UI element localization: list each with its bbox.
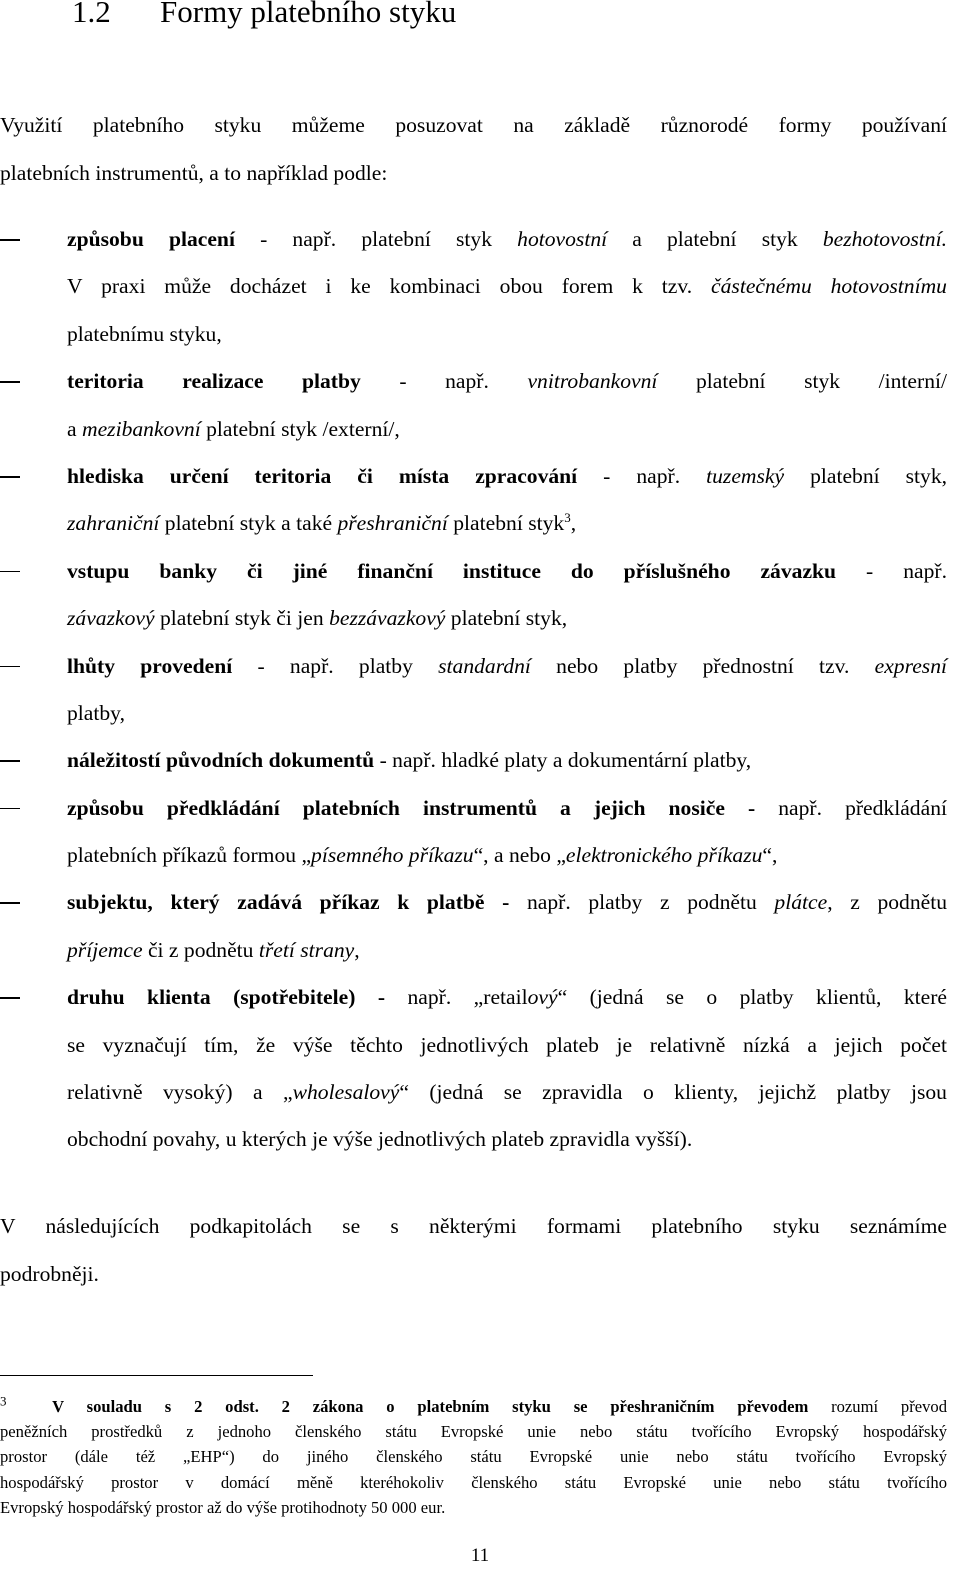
text-line: způsobu placení - např. platební styk hotovostní a platební styk bezhotovostní. [67,227,947,251]
dash-bullet-icon [0,760,20,762]
text-line: hospodářský prostor v domácí měně kteréhokoliv členského státu Evropské unie nebo státu tvořícího [0,1472,947,1492]
text-line: peněžních prostředků z jednoho členského státu Evropské unie nebo státu tvořícího Evropský hospodářský [0,1422,947,1442]
footnote-mark: 3 [0,1393,7,1409]
dash-bullet-icon [0,902,20,904]
closing-line: podrobněji. [0,1262,99,1286]
closing-line: V následujících podkapitolách se s některými formami platebního styku seznámíme [0,1214,947,1238]
list-item [0,216,947,358]
text-line: platebnímu styku, [67,321,222,346]
list-item [0,453,947,548]
text-line: příjemce či z podnětu třetí strany, [67,937,360,962]
section-number: 1.2 [72,0,111,29]
text-line: hlediska určení teritoria či místa zpracování - např. tuzemský platební styk, [67,463,948,488]
list-item [0,358,947,453]
text-line: obchodní povahy, u kterých je výše jednotlivých plateb zpravidla vyšší). [67,1127,693,1152]
text-line: platebních příkazů formou „písemného příkazu“, a nebo „elektronického příkazu“, [67,843,778,868]
text-line: zahraniční platební styk a také přeshraniční platební styk$^3$, [67,510,577,536]
text-line: $^3$ V souladu s 2 odst. 2 zákona o platebním styku se přeshraničním převodem rozumí převod [0,1393,948,1416]
list-item [0,737,947,784]
text-line: závazkový platební styk či jen bezzávazkový platební styk, [67,606,568,631]
text-line: V praxi může docházet i ke kombinaci obou forem k tzv. částečnému hotovostnímu [67,274,947,299]
text-line: se vyznačují tím, že výše těchto jednotlivých plateb je relativně nízká a jejich počet [67,1032,947,1057]
dash-bullet-icon [0,808,20,810]
list-item [0,785,947,880]
list-item [0,879,947,974]
list-item [0,974,947,1164]
footnote-separator [0,1375,313,1376]
page-number: 11 [470,1545,490,1566]
dash-bullet-icon [0,571,20,573]
dash-bullet-icon [0,666,20,668]
text-line: vstupu banky či jiné finanční instituce do příslušného závazku - např. [67,558,947,583]
list-item [0,643,947,738]
text-line: Evropský hospodářský prostor až do výše protihodnoty 50 000 eur. [0,1497,446,1517]
section-title: Formy platebního styku [160,0,457,29]
criteria-list [0,216,947,1164]
list-item [0,548,947,643]
intro-line: Využití platebního styku můžeme posuzovat na základě různorodé formy používaní [0,113,947,137]
footnote [0,1394,947,1520]
text-line: a mezibankovní platební styk /externí/, [67,416,400,441]
text-line: prostor (dále též „EHP“) do jiného členského státu Evropské unie nebo státu tvořícího Evropský [0,1447,947,1467]
text-line: subjektu, který zadává příkaz k platbě - např. platby z podnětu plátce, z podnětu [67,890,948,915]
text-line: platby, [67,700,125,725]
closing-paragraph [0,1202,947,1298]
intro-paragraph [0,101,947,197]
text-line: náležitostí původních dokumentů - např. hladké platy a dokumentární platby, [67,748,752,773]
text-line: druhu klienta (spotřebitele) - např. „retailový“ (jedná se o platby klientů, které [67,985,947,1010]
dash-bullet-icon [0,476,20,478]
dash-bullet-icon [0,381,20,383]
intro-line: platebních instrumentů, a to například podle: [0,161,388,185]
section-heading [72,0,456,30]
text-line: relativně vysoký) a „wholesalový“ (jedná se zpravidla o klienty, jejichž platby jsou [67,1080,947,1105]
dash-bullet-icon [0,239,20,241]
text-line: teritoria realizace platby - např. vnitrobankovní platební styk /interní/ [67,369,948,394]
text-line: lhůty provedení - např. platby standardní nebo platby přednostní tzv. expresní [67,653,947,678]
footnote-reference: 3 [564,510,571,526]
text-line: způsobu předkládání platebních instrumentů a jejich nosiče - např. předkládání [67,795,947,820]
dash-bullet-icon [0,997,20,999]
